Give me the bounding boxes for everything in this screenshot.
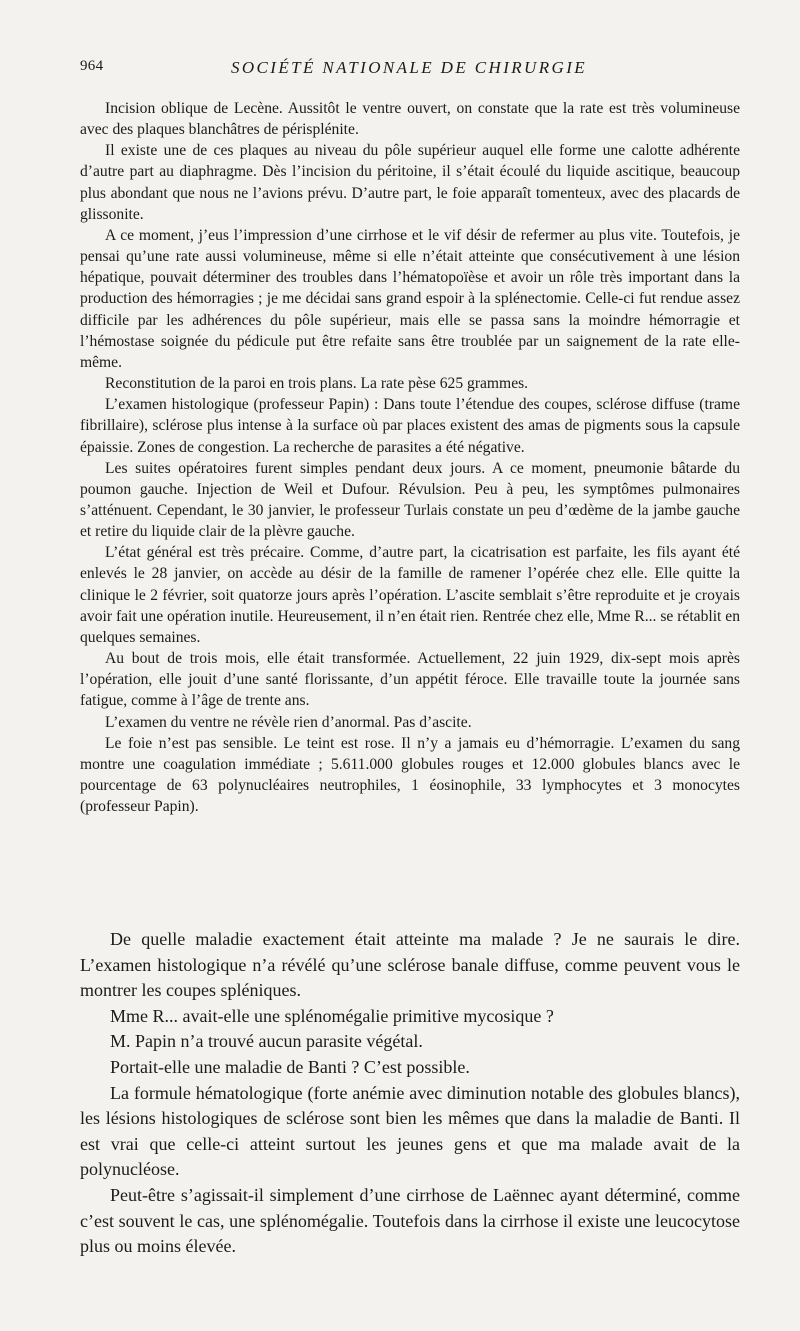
paragraph: Reconstitution de la paroi en trois plans. La rate pèse 625 grammes. [105, 375, 529, 393]
paragraph: Il existe une de ces plaques au niveau du pôle supérieur auquel elle forme une calotte adhérente d’autre part au diaphragme. Dès l’incision du péritoine, il s’était écoulé du liquide ascitique, beaucoup plus abondant que nous ne l’avions prévu. D’autre part, le foie apparaît tomenteux, avec des placards de glissonite. [80, 142, 740, 223]
discussion [80, 927, 740, 1260]
paragraph: La formule hématologique (forte anémie avec diminution notable des globules blancs), les lésions histologiques de sclérose sont bien les mêmes que dans la maladie de Banti. Il est vrai que celle-ci atteint surtout les jeunes gens et que ma malade avait de la polynucléose. [80, 1082, 740, 1180]
page-number: 964 [80, 58, 104, 74]
case-report [80, 98, 740, 817]
paragraph: De quelle maladie exactement était atteinte ma malade ? Je ne saurais le dire. L’examen histologique n’a révélé qu’une sclérose banale diffuse, comme peuvent vous le montrer les coupes spléniques. [80, 929, 740, 1001]
paragraph: Au bout de trois mois, elle était transformée. Actuellement, 22 juin 1929, dix-sept mois après l’opération, elle jouit d’une santé florissante, d’un appétit féroce. Elle travaille toute la journée sans fatigue, comme à l’âge de trente ans. [80, 650, 740, 710]
paragraph: L’examen histologique (professeur Papin) : Dans toute l’étendue des coupes, sclérose diffuse (trame fibrillaire), sclérose plus intense à la surface où par places existent des amas de pigments sous la capsule épaissie. Zones de congestion. La recherche de parasites a été négative. [80, 396, 740, 456]
paragraph: A ce moment, j’eus l’impression d’une cirrhose et le vif désir de refermer au plus vite. Toutefois, je pensai qu’une rate aussi volumineuse, même si elle n’était atteinte que consécutivement à une lésion hépatique, pouvait déterminer des troubles dans l’hématopoïèse et avoir un rôle très important dans la production des hémorragies ; je me décidai sans grand espoir à la splénectomie. Celle-ci fut rendue assez difficile par les adhérences du pôle supérieur, mais elle se passa sans la moindre hémorragie et l’hémostase soignée du pédicule put être refaite sans être troublée par un saignement de la rate elle-même. [80, 226, 740, 371]
paragraph: Les suites opératoires furent simples pendant deux jours. A ce moment, pneumonie bâtarde du poumon gauche. Injection de Weil et Dufour. Révulsion. Peu à peu, les symptômes pulmonaires s’atténuent. Cependant, le 30 janvier, le professeur Turlais constate un peu d’œdème de la jambe gauche et retire du liquide clair de la plèvre gauche. [80, 459, 740, 541]
paragraph: Peut-être s’agissait-il simplement d’une cirrhose de Laënnec ayant déterminé, comme c’est souvent le cas, une splénomégalie. Toutefois dans la cirrhose il existe une leucocytose plus ou moins élevée. [80, 1184, 740, 1257]
paragraph: Mme R... avait-elle une splénomégalie primitive mycosique ? [110, 1005, 554, 1026]
paragraph: M. Papin n’a trouvé aucun parasite végétal. [110, 1031, 423, 1052]
paragraph: Le foie n’est pas sensible. Le teint est rose. Il n’y a jamais eu d’hémorragie. L’examen du sang montre une coagulation immédiate ; 5.611.000 globules rouges et 12.000 globules blancs avec le pourcentage de 63 polynucléaires neutrophiles, 1 éosinophile, 33 lymphocytes et 3 monocytes (professeur Papin). [80, 734, 740, 816]
paragraph: Incision oblique de Lecène. Aussitôt le ventre ouvert, on constate que la rate est très volumineuse avec des plaques blanchâtres de périsplénite. [80, 100, 740, 139]
page-header [80, 58, 738, 82]
paragraph: L’examen du ventre ne révèle rien d’anormal. Pas d’ascite. [105, 713, 472, 731]
running-title: SOCIÉTÉ NATIONALE DE CHIRURGIE [230, 58, 588, 77]
paragraph: Portait-elle une maladie de Banti ? C’est possible. [110, 1056, 470, 1077]
paragraph: L’état général est très précaire. Comme, d’autre part, la cicatrisation est parfaite, les fils ayant été enlevés le 28 janvier, on accède au désir de la famille de ramener l’opérée chez elle. Elle quitte la clinique le 2 février, soit quatorze jours après l’opération. L’ascite semblait s’être reproduite et je croyais avoir fait une opération inutile. Heureusement, il n’en était rien. Rentrée chez elle, Mme R... se rétablit en quelques semaines. [80, 544, 740, 646]
